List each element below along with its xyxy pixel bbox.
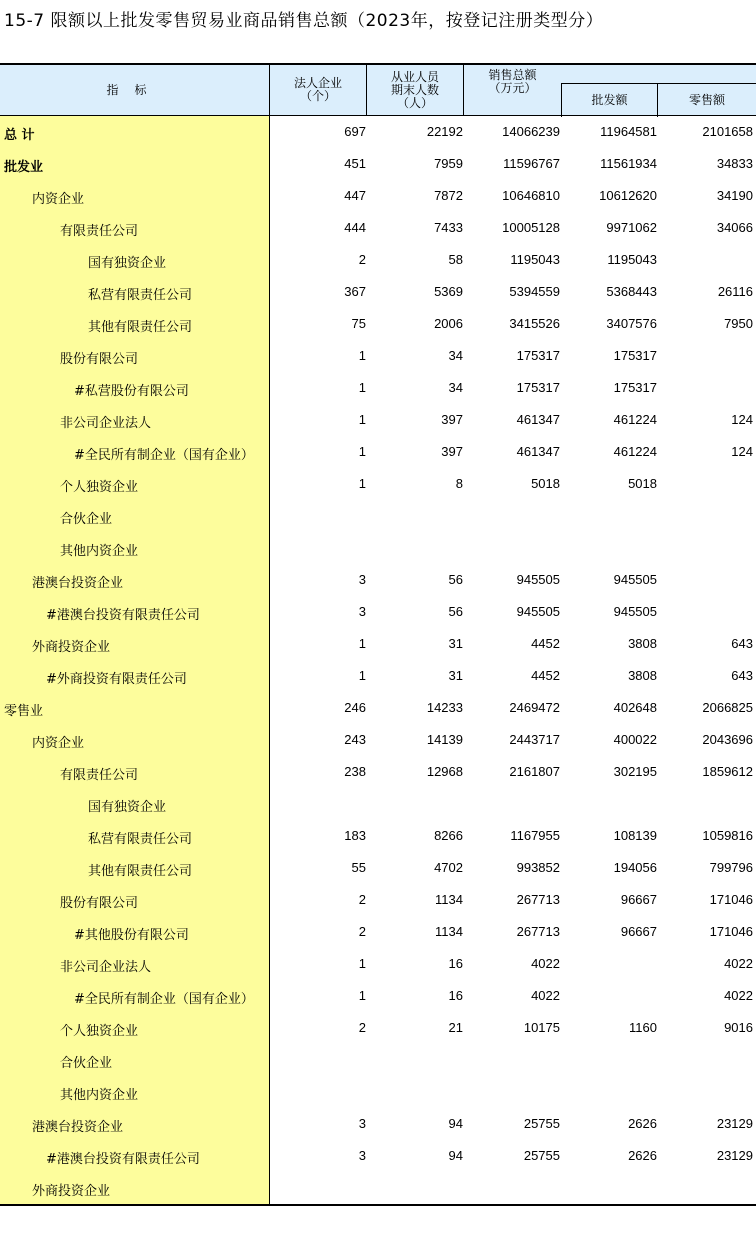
row-label: #私营股份有限公司 [74, 384, 189, 399]
row-label: 私营有限责任公司 [88, 832, 193, 847]
cell-value: 96667 [620, 892, 657, 907]
table-row [0, 212, 756, 244]
cell-value: 2 [358, 924, 366, 939]
header-wholesale: 批发额 [561, 83, 658, 117]
cell-value: 175317 [516, 348, 560, 363]
table-row [0, 788, 756, 820]
table-row [0, 820, 756, 852]
row-label: 非公司企业法人 [60, 960, 152, 975]
cell-value: 246 [344, 700, 366, 715]
header-legal-entities [270, 65, 367, 115]
cell-value: 23129 [716, 1116, 753, 1131]
row-label: 内资企业 [32, 736, 85, 751]
cell-value: 451 [344, 156, 366, 171]
cell-value: 238 [344, 764, 366, 779]
cell-value: 4702 [434, 860, 463, 875]
table-row [0, 596, 756, 628]
cell-value: 56 [448, 572, 463, 587]
row-label: 港澳台投资企业 [32, 576, 124, 591]
cell-value: 25755 [523, 1148, 560, 1163]
cell-value: 1 [358, 412, 366, 427]
table-row [0, 276, 756, 308]
table-row [0, 660, 756, 692]
cell-value: 56 [448, 604, 463, 619]
row-label: 国有独资企业 [88, 800, 167, 815]
header-retail: 零售额 [658, 83, 756, 117]
cell-value: 397 [441, 444, 463, 459]
cell-value: 10612620 [599, 188, 657, 203]
table-row [0, 1172, 756, 1204]
header-indicator: 指标 [0, 65, 270, 115]
cell-value: 34 [448, 348, 463, 363]
row-label: 其他有限责任公司 [88, 864, 193, 879]
cell-value: 1 [358, 476, 366, 491]
cell-value: 1160 [629, 1020, 657, 1035]
row-label: 外商投资企业 [32, 1184, 111, 1199]
cell-value: 945505 [613, 604, 657, 619]
cell-value: 34833 [716, 156, 753, 171]
cell-value: 5368443 [606, 284, 657, 299]
cell-value: 7872 [434, 188, 463, 203]
cell-value: 171046 [709, 924, 753, 939]
table-row [0, 564, 756, 596]
cell-value: 461224 [613, 444, 657, 459]
cell-value: 4022 [724, 988, 753, 1003]
cell-value: 1167955 [510, 828, 560, 843]
header-legal-entities-line2: （个） [299, 89, 336, 103]
cell-value: 3 [358, 1116, 366, 1131]
cell-value: 10005128 [502, 220, 560, 235]
cell-value: 267713 [516, 892, 560, 907]
cell-value: 16 [448, 956, 463, 971]
cell-value: 799796 [709, 860, 753, 875]
row-label: 非公司企业法人 [60, 416, 152, 431]
cell-value: 1134 [435, 892, 463, 907]
cell-value: 945505 [516, 572, 560, 587]
page-title: 15-7 限额以上批发零售贸易业商品销售总额（2023年，按登记注册类型分） [4, 11, 604, 31]
cell-value: 31 [448, 636, 463, 651]
cell-value: 2626 [628, 1116, 657, 1131]
cell-value: 4022 [531, 956, 560, 971]
cell-value: 243 [344, 732, 366, 747]
cell-value: 1134 [435, 924, 463, 939]
header-employees [367, 65, 464, 115]
cell-value: 1195043 [510, 252, 560, 267]
cell-value: 1059816 [702, 828, 753, 843]
row-label: 股份有限公司 [60, 352, 139, 367]
row-label: #港澳台投资有限责任公司 [46, 1152, 200, 1167]
cell-value: 34 [448, 380, 463, 395]
cell-value: 194056 [613, 860, 657, 875]
cell-value: 34190 [716, 188, 753, 203]
cell-value: 267713 [516, 924, 560, 939]
table-row [0, 308, 756, 340]
row-label: 个人独资企业 [60, 480, 139, 495]
cell-value: 16 [448, 988, 463, 1003]
cell-value: 1 [358, 988, 366, 1003]
cell-value: 1 [358, 348, 366, 363]
row-label: 批发业 [4, 160, 44, 175]
cell-value: 58 [448, 252, 463, 267]
cell-value: 7433 [434, 220, 463, 235]
cell-value: 1 [358, 380, 366, 395]
table-row [0, 1108, 756, 1140]
row-label: 有限责任公司 [60, 768, 139, 783]
cell-value: 993852 [516, 860, 560, 875]
cell-value: 11964581 [600, 124, 657, 139]
cell-value: 461347 [516, 412, 560, 427]
cell-value: 3 [358, 604, 366, 619]
cell-value: 367 [344, 284, 366, 299]
cell-value: 8266 [434, 828, 463, 843]
table-row [0, 180, 756, 212]
cell-value: 8 [455, 476, 463, 491]
cell-value: 3808 [628, 636, 657, 651]
table-row [0, 372, 756, 404]
table-row [0, 340, 756, 372]
cell-value: 447 [344, 188, 366, 203]
row-label: 有限责任公司 [60, 224, 139, 239]
cell-value: 2101658 [702, 124, 753, 139]
cell-value: 5018 [628, 476, 657, 491]
row-label: #全民所有制企业（国有企业） [74, 448, 254, 463]
table-row [0, 724, 756, 756]
cell-value: 34066 [716, 220, 753, 235]
cell-value: 5394559 [509, 284, 560, 299]
row-label: 私营有限责任公司 [88, 288, 193, 303]
cell-value: 1195043 [607, 252, 657, 267]
cell-value: 2066825 [702, 700, 753, 715]
cell-value: 945505 [613, 572, 657, 587]
header-total-sales-line2: （万元） [488, 81, 537, 95]
header-total-sales [464, 65, 561, 99]
table-row [0, 116, 756, 148]
row-label: 个人独资企业 [60, 1024, 139, 1039]
cell-value: 3 [358, 1148, 366, 1163]
cell-value: 461224 [613, 412, 657, 427]
cell-value: 3407576 [606, 316, 657, 331]
row-label: #其他股份有限公司 [74, 928, 189, 943]
cell-value: 2 [358, 252, 366, 267]
cell-value: 1 [358, 668, 366, 683]
cell-value: 2043696 [702, 732, 753, 747]
cell-value: 461347 [516, 444, 560, 459]
row-label: 其他有限责任公司 [88, 320, 193, 335]
cell-value: 397 [441, 412, 463, 427]
table-row [0, 532, 756, 564]
cell-value: 11561934 [600, 156, 657, 171]
header-employees-line1: 从业人员 [390, 69, 439, 84]
cell-value: 14139 [426, 732, 463, 747]
cell-value: 124 [731, 444, 753, 459]
table-row [0, 980, 756, 1012]
cell-value: 31 [448, 668, 463, 683]
cell-value: 1 [358, 956, 366, 971]
cell-value: 7950 [724, 316, 753, 331]
cell-value: 94 [448, 1148, 463, 1163]
data-table [0, 63, 756, 1206]
cell-value: 2006 [434, 316, 463, 331]
row-label: 外商投资企业 [32, 640, 111, 655]
row-label: 港澳台投资企业 [32, 1120, 124, 1135]
table-row [0, 436, 756, 468]
cell-value: 22192 [426, 124, 463, 139]
cell-value: 4022 [531, 988, 560, 1003]
cell-value: 108139 [613, 828, 657, 843]
row-label: #全民所有制企业（国有企业） [74, 992, 254, 1007]
header-employees-line3: （人） [396, 95, 433, 110]
table-row [0, 244, 756, 276]
table-row [0, 500, 756, 532]
cell-value: 5018 [531, 476, 560, 491]
table-row [0, 692, 756, 724]
cell-value: 3808 [628, 668, 657, 683]
row-label: #外商投资有限责任公司 [46, 672, 187, 687]
cell-value: 75 [351, 316, 366, 331]
row-label: 总 计 [4, 128, 35, 143]
cell-value: 643 [731, 668, 753, 683]
table-row [0, 1044, 756, 1076]
cell-value: 175317 [516, 380, 560, 395]
cell-value: 9971062 [606, 220, 657, 235]
cell-value: 10175 [523, 1020, 560, 1035]
table-row [0, 1076, 756, 1108]
table-row [0, 468, 756, 500]
cell-value: 14233 [426, 700, 463, 715]
table-row [0, 916, 756, 948]
cell-value: 4452 [531, 636, 560, 651]
cell-value: 1 [358, 444, 366, 459]
cell-value: 10646810 [502, 188, 560, 203]
cell-value: 2626 [628, 1148, 657, 1163]
cell-value: 945505 [516, 604, 560, 619]
row-label: 其他内资企业 [60, 544, 139, 559]
row-label: #港澳台投资有限责任公司 [46, 608, 200, 623]
table-row [0, 404, 756, 436]
header-legal-entities-line1: 法人企业 [293, 76, 342, 90]
cell-value: 4022 [724, 956, 753, 971]
cell-value: 2 [358, 1020, 366, 1035]
table-row [0, 756, 756, 788]
table-row [0, 628, 756, 660]
cell-value: 3415526 [509, 316, 560, 331]
row-label: 股份有限公司 [60, 896, 139, 911]
table-row [0, 852, 756, 884]
cell-value: 124 [731, 412, 753, 427]
cell-value: 3 [358, 572, 366, 587]
cell-value: 175317 [613, 348, 657, 363]
cell-value: 444 [344, 220, 366, 235]
cell-value: 2469472 [509, 700, 560, 715]
cell-value: 21 [448, 1020, 463, 1035]
header-employees-line2: 期末人数 [390, 82, 439, 97]
cell-value: 183 [344, 828, 366, 843]
cell-value: 302195 [613, 764, 657, 779]
cell-value: 2443717 [509, 732, 560, 747]
cell-value: 9016 [724, 1020, 753, 1035]
cell-value: 175317 [613, 380, 657, 395]
table-body [0, 116, 756, 1206]
table-row [0, 1012, 756, 1044]
cell-value: 2 [358, 892, 366, 907]
cell-value: 14066239 [502, 124, 560, 139]
row-label: 合伙企业 [60, 1056, 113, 1071]
cell-value: 7959 [434, 156, 463, 171]
cell-value: 1859612 [702, 764, 753, 779]
cell-value: 643 [731, 636, 753, 651]
cell-value: 23129 [716, 1148, 753, 1163]
table-row [0, 148, 756, 180]
cell-value: 400022 [613, 732, 657, 747]
row-label: 零售业 [4, 704, 44, 719]
cell-value: 25755 [523, 1116, 560, 1131]
cell-value: 171046 [709, 892, 753, 907]
cell-value: 11596767 [503, 156, 560, 171]
cell-value: 4452 [531, 668, 560, 683]
row-label: 内资企业 [32, 192, 85, 207]
row-label: 国有独资企业 [88, 256, 167, 271]
table-row [0, 948, 756, 980]
cell-value: 12968 [426, 764, 463, 779]
cell-value: 1 [358, 636, 366, 651]
header-total-sales-line1: 销售总额 [488, 68, 537, 82]
table-row [0, 884, 756, 916]
cell-value: 55 [351, 860, 366, 875]
cell-value: 94 [448, 1116, 463, 1131]
row-label: 其他内资企业 [60, 1088, 139, 1103]
table-header [0, 63, 756, 116]
cell-value: 5369 [434, 284, 463, 299]
cell-value: 96667 [620, 924, 657, 939]
cell-value: 697 [344, 124, 366, 139]
cell-value: 2161807 [509, 764, 560, 779]
cell-value: 26116 [717, 284, 753, 299]
row-label: 合伙企业 [60, 512, 113, 527]
cell-value: 402648 [613, 700, 657, 715]
table-row [0, 1140, 756, 1172]
